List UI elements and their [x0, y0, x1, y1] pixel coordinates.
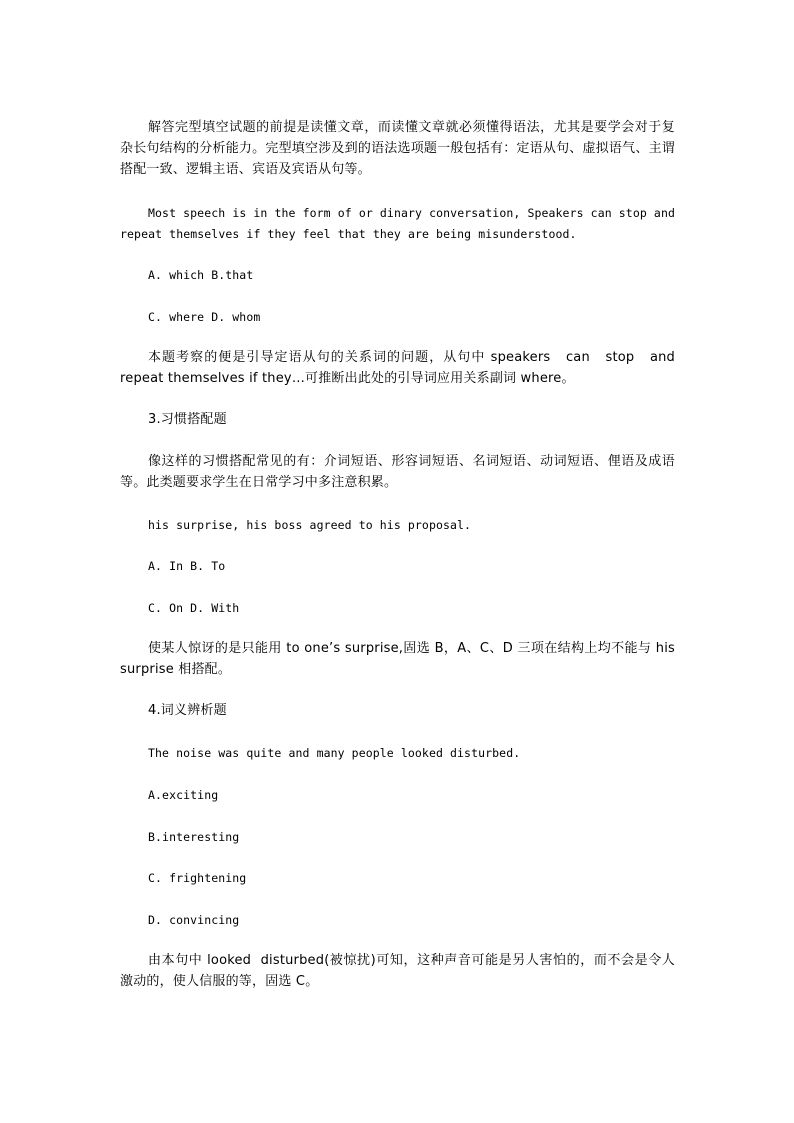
question-3-text: The noise was quite and many people looked disturbed.: [148, 746, 521, 760]
question-3-option-a: A.exciting: [148, 788, 219, 802]
question-1-options-cd: C. where D. whom: [148, 310, 261, 324]
question-1-explanation: 本题考察的便是引导定语从句的关系词的问题，从句中 speakers can stop and repeat themselves if they…可推断出此处的引导词应用关系副词 where。: [120, 350, 680, 386]
question-2-explanation: 使某人惊讶的是只能用 to one’s surprise,固选 B，A、C、D 三项在结构上均不能与 his surprise 相搭配。: [120, 641, 675, 677]
question-3-option-b: B.interesting: [148, 830, 240, 844]
section-3-heading: 3.习惯搭配题: [148, 412, 227, 427]
question-1-options-ab: A. which B.that: [148, 268, 254, 282]
question-1-text: Most speech is in the form of or dinary conversation, Speakers can stop and repeat themselves if they feel that they are being misunderstood.: [120, 206, 675, 241]
question-2-text: his surprise, his boss agreed to his proposal.: [148, 518, 472, 532]
section-4-heading: 4.词义辨析题: [148, 703, 227, 718]
question-3-explanation: 由本句中 looked disturbed(被惊扰)可知，这种声音可能是另人害怕的，而不会是令人激动的，使人信服的等，固选 C。: [120, 953, 675, 989]
question-2-options-cd: C. On D. With: [148, 601, 240, 615]
intro-paragraph: 解答完型填空试题的前提是读懂文章，而读懂文章就必须懂得语法，尤其是要学会对于复杂长句结构的分析能力。完型填空涉及到的语法选项题一般包括有：定语从句、虚拟语气、主谓搭配一致、逻辑主语、宾语及宾语从句等。: [120, 120, 675, 177]
question-2-options-ab: A. In B. To: [148, 559, 226, 573]
question-3-option-c: C. frightening: [148, 871, 247, 885]
section-3-intro: 像这样的习惯搭配常见的有：介词短语、形容词短语、名词短语、动词短语、俚语及成语等。此类题要求学生在日常学习中多注意积累。: [120, 454, 675, 490]
question-3-option-d: D. convincing: [148, 913, 240, 927]
